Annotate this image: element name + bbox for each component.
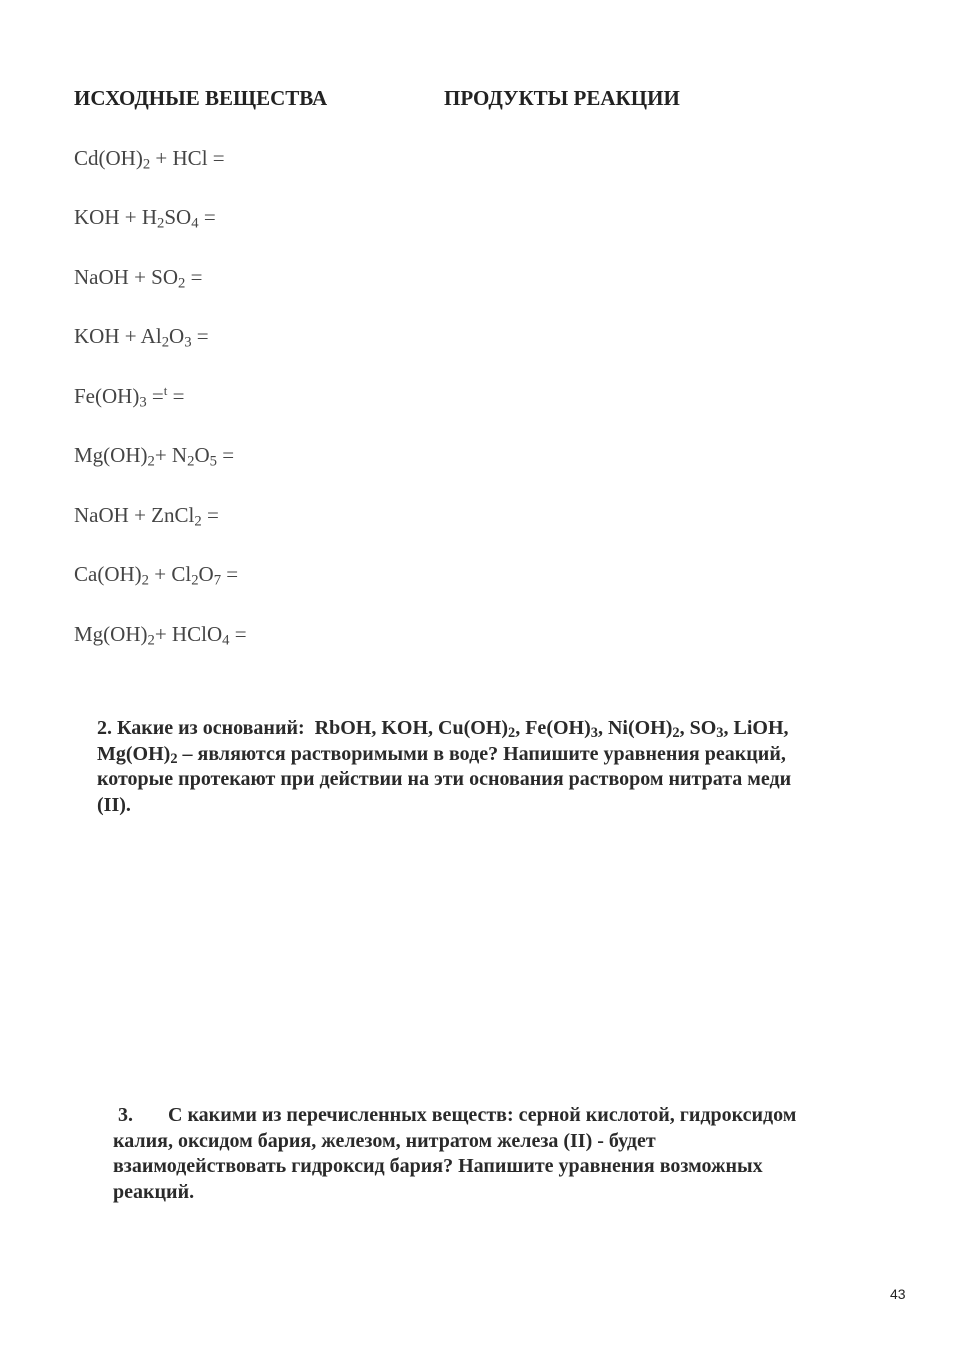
equation-2: KOH + $H_2SO_4$ = — [74, 205, 216, 232]
equation-8: $Ca(OH)_2 + Cl_2O_7$ = — [74, 562, 239, 589]
equation-3: NaOH + $SO_2$ = — [74, 265, 203, 292]
task2-line-4: (II). — [97, 793, 131, 816]
task2-line-3: которые протекают при действии на эти основания раствором нитрата меди — [97, 768, 792, 790]
task3-line-4: реакций. — [113, 1180, 195, 1203]
header-reactants: ИСХОДНЫЕ ВЕЩЕСТВА — [74, 86, 328, 110]
task3-line-2: калия, оксидом бария, железом, нитратом железа (II) - будет — [113, 1129, 656, 1152]
task-3 — [113, 1103, 796, 1205]
equation-4: KOH + $Al_2O_3$ = — [74, 324, 209, 351]
equation-5: $Fe(OH)_3 =^t$ = — [74, 383, 185, 411]
page-number: 43 — [890, 1286, 906, 1302]
task2-line-1: 2. Какие из оснований: RbOH, KOH, $Cu(OH)_2$, $Fe(OH)_3$, $Ni(OH)_2$, $SO_3$, LiOH, — [97, 717, 789, 741]
header-products: ПРОДУКТЫ РЕАКЦИИ — [444, 86, 680, 110]
equation-6: $Mg(OH)_2+ N_2O_5$ = — [74, 443, 235, 470]
equation-9: $Mg(OH)_2+$ HClO$_4$ = — [74, 622, 247, 649]
task-2 — [97, 716, 791, 818]
task3-line-3: взаимодействовать гидроксид бария? Напишите уравнения возможных — [113, 1155, 763, 1177]
task2-line-2: $Mg(OH)_2$ – являются растворимыми в воде? Напишите уравнения реакций, — [97, 742, 786, 767]
task3-line-1: 3. С какими из перечисленных веществ: серной кислотой, гидроксидом — [113, 1104, 797, 1126]
equation-7: NaOH + ZnCl$_2$ = — [74, 503, 219, 530]
equation-1: $Cd(OH)_2$ + HCl = — [74, 146, 225, 173]
